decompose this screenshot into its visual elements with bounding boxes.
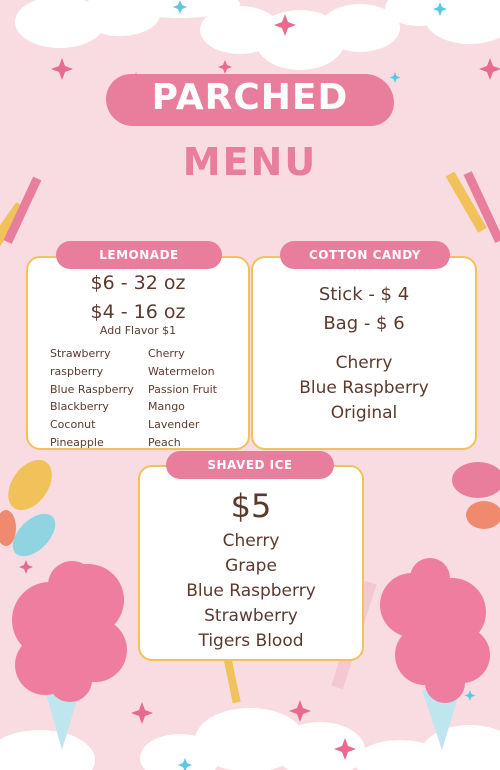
list-item: Cherry [148,347,185,360]
straw-left-icon [0,177,41,258]
stick-icon [223,655,241,704]
list-item: Original [330,403,398,423]
shaved-ice-price: $5 [230,487,272,525]
list-item: Blue Raspberry [50,382,134,396]
list-item: raspberry [50,364,104,378]
list-item: Watermelon [148,364,215,378]
page-subtitle: MENU [182,140,318,184]
list-item: Mango [148,400,185,414]
candy-left-icon [0,452,63,564]
lemonade-card [26,256,250,450]
list-item: Passion Fruit [148,382,217,396]
top-clouds [15,0,500,70]
list-item: Tigers Blood [198,631,304,651]
list-item: Blackberry [50,400,109,414]
cotton-candy-stick-price: Stick - $ 4 [318,284,410,305]
list-item: Strawberry [204,606,298,626]
page-title: PARCHED [151,77,349,118]
lemonade-flavors-left [50,345,134,452]
list-item: Cherry [335,353,393,373]
lemonade-add-flavor: Add Flavor $1 [99,324,177,337]
candy-right-icon [452,462,500,529]
list-item: Lavender [148,418,200,432]
list-item: Pineapple [50,435,104,449]
cotton-candy-right-icon [380,558,490,750]
cotton-candy-left-icon [12,561,127,750]
lemonade-price-large: $6 - 32 oz [90,272,186,294]
list-item: Strawberry [50,347,111,360]
list-item: Cherry [222,531,280,551]
cotton-candy-bag-price: Bag - $ 6 [323,313,405,334]
list-item: Peach [148,435,181,449]
lemonade-label: LEMONADE [56,241,222,269]
list-item: Grape [225,556,277,576]
shaved-ice-card [138,465,364,661]
lemonade-flavors-right [148,345,217,452]
cotton-candy-flavor-list [253,351,475,426]
bottom-clouds [0,708,500,770]
list-item: Blue Raspberry [186,581,316,601]
cotton-candy-card [251,256,477,450]
shaved-ice-flavor-list [140,529,362,654]
list-item: Blue Raspberry [299,378,429,398]
cotton-candy-label: COTTON CANDY [280,241,450,269]
list-item: Coconut [50,418,96,432]
lemonade-price-small: $4 - 16 oz [90,301,186,323]
shaved-ice-label: SHAVED ICE [166,451,334,479]
